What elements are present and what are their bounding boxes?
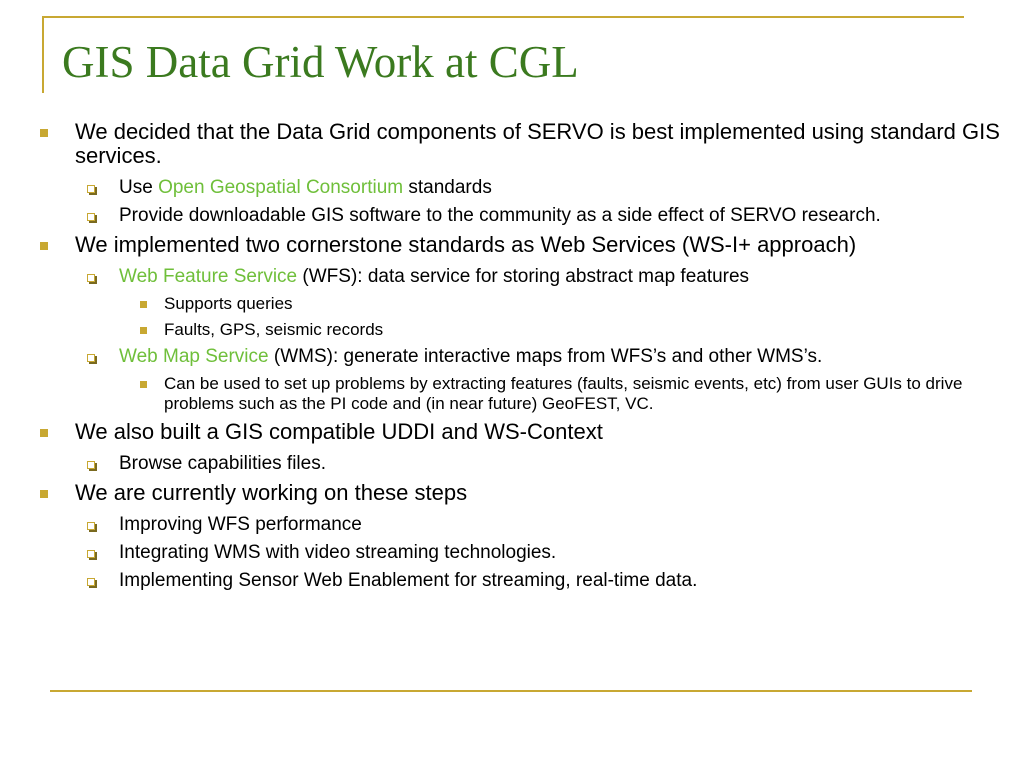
sub-bullet-ogc-standards <box>40 177 1000 199</box>
wms-link[interactable]: Web Map Service <box>119 346 269 367</box>
square-bullet-icon <box>40 429 48 437</box>
slide-body <box>40 120 1000 598</box>
small-square-bullet-icon <box>140 381 147 388</box>
bullet-text: We implemented two cornerstone standards as Web Services (WS-I+ approach) <box>75 232 857 257</box>
title-rule-horizontal <box>42 16 964 18</box>
hollow-square-bullet-icon <box>87 461 95 469</box>
bullet-text-suffix: (WFS): data service for storing abstract map features <box>297 266 750 287</box>
square-bullet-icon <box>40 490 48 498</box>
wfs-link[interactable]: Web Feature Service <box>119 266 298 287</box>
bullet-text: Can be used to set up problems by extracting features (faults, seismic events, etc) from user GUIs to drive problems such as the PI code and (in near future) GeoFEST, VC. <box>164 374 963 413</box>
sub-sub-bullet-records <box>40 320 1000 340</box>
bullet-text: Supports queries <box>164 294 293 313</box>
ogc-link[interactable]: Open Geospatial Consortium <box>158 177 404 198</box>
bullet-text: We also built a GIS compatible UDDI and WS-Context <box>75 419 603 444</box>
bullet-current-steps <box>40 481 1000 505</box>
footer-rule <box>50 690 972 692</box>
bullet-text: Implementing Sensor Web Enablement for streaming, real-time data. <box>119 570 698 591</box>
sub-bullet-sensor-web <box>40 570 1000 592</box>
bullet-text: We are currently working on these steps <box>75 480 468 505</box>
sub-sub-bullet-queries <box>40 294 1000 314</box>
bullet-data-grid-decision <box>40 120 1000 168</box>
bullet-cornerstone-standards <box>40 233 1000 257</box>
hollow-square-bullet-icon <box>87 354 95 362</box>
hollow-square-bullet-icon <box>87 274 95 282</box>
sub-bullet-wfs <box>40 266 1000 288</box>
sub-bullet-downloadable-software <box>40 205 1000 227</box>
hollow-square-bullet-icon <box>87 522 95 530</box>
hollow-square-bullet-icon <box>87 578 95 586</box>
hollow-square-bullet-icon <box>87 185 95 193</box>
bullet-text: Improving WFS performance <box>119 514 362 535</box>
sub-bullet-browse-capabilities <box>40 453 1000 475</box>
hollow-square-bullet-icon <box>87 213 95 221</box>
bullet-text-suffix: standards <box>403 177 492 198</box>
sub-bullet-wms <box>40 346 1000 368</box>
bullet-text: We decided that the Data Grid components of SERVO is best implemented using standard GIS services. <box>75 119 1000 168</box>
bullet-uddi-ws-context <box>40 420 1000 444</box>
sub-bullet-wms-video <box>40 542 1000 564</box>
small-square-bullet-icon <box>140 301 147 308</box>
bullet-text-suffix: (WMS): generate interactive maps from WFS’s and other WMS’s. <box>268 346 823 367</box>
square-bullet-icon <box>40 242 48 250</box>
bullet-text: Browse capabilities files. <box>119 453 326 474</box>
bullet-text: Provide downloadable GIS software to the community as a side effect of SERVO research. <box>119 205 881 226</box>
bullet-text-prefix: Use <box>119 177 159 198</box>
slide-title: GIS Data Grid Work at CGL <box>62 37 579 87</box>
small-square-bullet-icon <box>140 327 147 334</box>
bullet-text: Integrating WMS with video streaming technologies. <box>119 542 557 563</box>
square-bullet-icon <box>40 129 48 137</box>
title-rule-vertical <box>42 16 44 93</box>
sub-bullet-wfs-performance <box>40 514 1000 536</box>
sub-sub-bullet-problem-setup <box>40 374 1000 414</box>
hollow-square-bullet-icon <box>87 550 95 558</box>
bullet-text: Faults, GPS, seismic records <box>164 320 384 339</box>
